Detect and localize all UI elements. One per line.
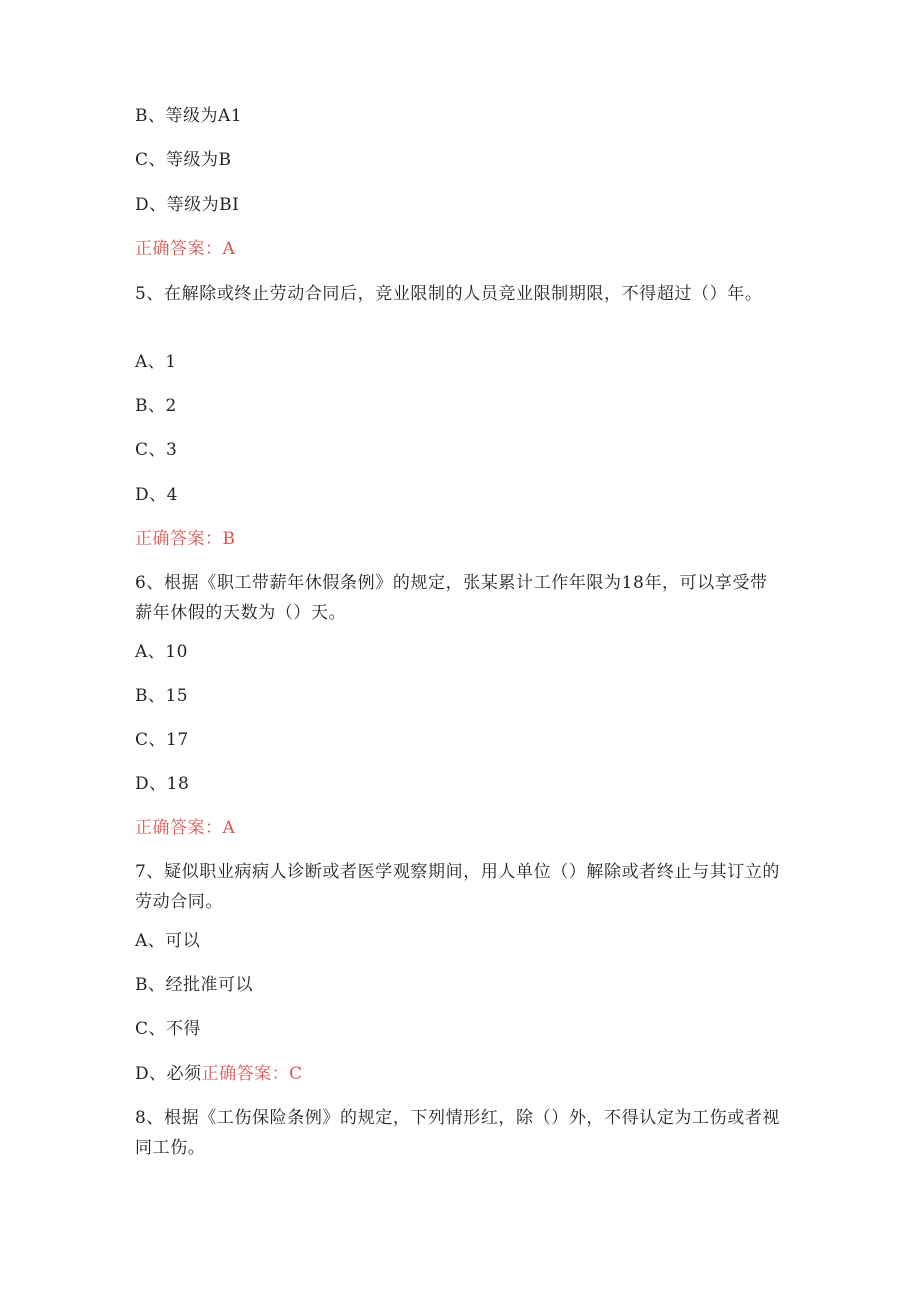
q5-question: 5、在解除或终止劳动合同后，竞业限制的人员竞业限制期限，不得超过（）年。 (135, 284, 763, 304)
q6-option-d: D、18 (135, 774, 190, 794)
q5-option-b: B、2 (135, 396, 177, 416)
q4-option-b: B、等级为A1 (135, 106, 243, 126)
q6-option-b: B、15 (135, 686, 189, 706)
q6-option-c: C、17 (135, 730, 189, 750)
q4-option-d: D、等级为BI (135, 195, 240, 215)
q5-answer: 正确答案：B (135, 529, 236, 549)
q4-option-c: C、等级为B (135, 150, 232, 170)
q5-option-c: C、3 (135, 440, 178, 460)
q6-question: 6、根据《职工带薪年休假条例》的规定，张某累计工作年限为18年，可以享受带薪年休假的天数为（）天。 (135, 573, 768, 623)
q8-question: 8、根据《工伤保险条例》的规定，下列情形红，除（）外，不得认定为工伤或者视同工伤。 (135, 1108, 781, 1158)
q7-option-b: B、经批准可以 (135, 975, 253, 995)
q5-option-d: D、4 (135, 485, 178, 505)
q7-option-d: D、必须 (135, 1064, 202, 1084)
q6-option-a: A、10 (135, 642, 188, 662)
q7-answer: 正确答案：C (201, 1064, 303, 1084)
q6-answer: 正确答案：A (135, 818, 236, 838)
q7-option-d-row (135, 1063, 303, 1085)
q7-option-a: A、可以 (135, 931, 201, 951)
q5-option-a: A、1 (135, 352, 177, 372)
q7-option-c: C、不得 (135, 1019, 202, 1039)
q4-answer: 正确答案：A (135, 239, 236, 259)
q7-question: 7、疑似职业病病人诊断或者医学观察期间，用人单位（）解除或者终止与其订立的劳动合同。 (135, 862, 781, 912)
